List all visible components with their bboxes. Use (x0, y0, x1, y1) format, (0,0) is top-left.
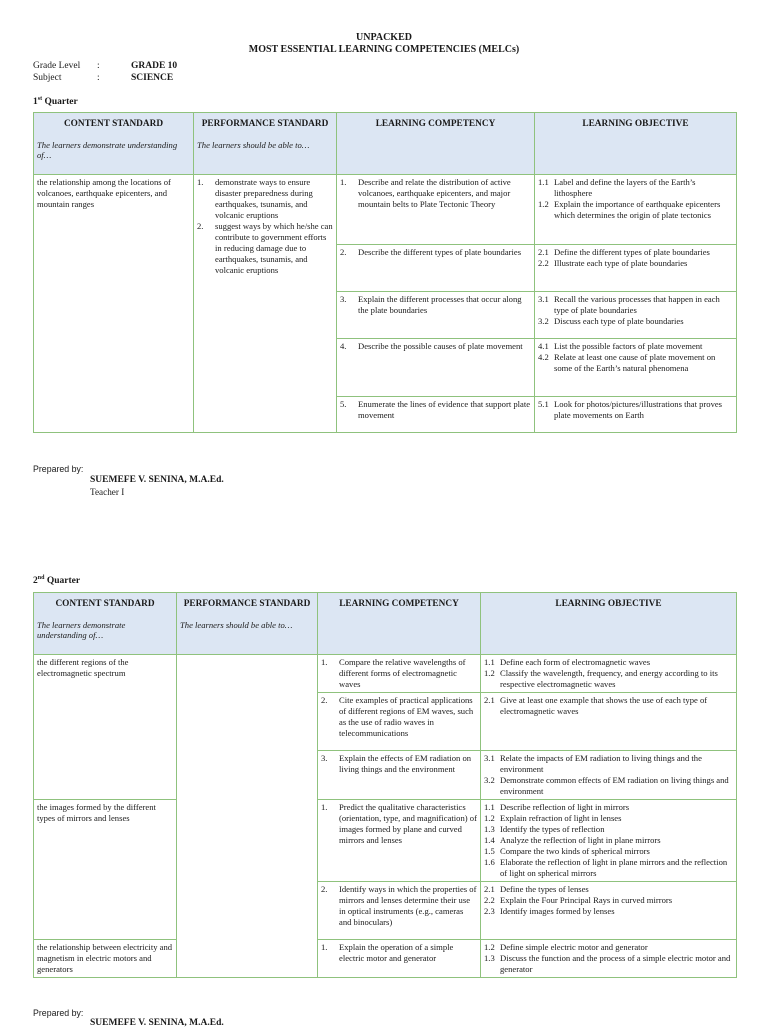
q1-competency-4: 4. Describe the possible causes of plate movement (337, 339, 535, 397)
objective-item: 2.2 Explain the Four Principal Rays in curved mirrors (484, 895, 673, 905)
prepared-by-label: Prepared by: (33, 464, 84, 474)
objective-item: 1.1 Label and define the layers of the Earth’s lithosphere (538, 177, 696, 198)
objective-item: 2.1 Define the different types of plate boundaries (538, 247, 710, 257)
document-title-line1: UNPACKED (356, 32, 412, 43)
q2-objectives-2-2 (481, 882, 737, 940)
objective-item: 1.2 Explain the importance of earthquake epicenters which determines the origin of plate tectonics (538, 199, 721, 220)
q2-content-standard-cell-3: the relationship between electricity and magnetism in electric motors and generators (34, 940, 177, 978)
q2-objectives-1-1 (481, 655, 737, 693)
objective-item: 2.3 Identify images formed by lenses (484, 906, 615, 916)
objective-item: 1.5 Compare the two kinds of spherical mirrors (484, 846, 650, 856)
q1-competency-3: 3. Explain the different processes that occur along the plate boundaries (337, 292, 535, 339)
q1-learning-objective-header: LEARNING OBJECTIVE (535, 113, 737, 175)
objective-item: 1.2 Explain refraction of light in lenses (484, 813, 622, 823)
q2-objectives-2-1 (481, 800, 737, 882)
table-row (34, 175, 737, 245)
preparer-name: SUEMEFE V. SENINA, M.A.Ed. (90, 475, 224, 485)
objective-item: 1.1 Describe reflection of light in mirrors (484, 802, 630, 812)
objective-item: 1.4 Analyze the reflection of light in plane mirrors (484, 835, 661, 845)
q2-content-standard-header: CONTENT STANDARD The learners demonstrate understanding of… (34, 593, 177, 655)
q1-objectives-5 (535, 397, 737, 433)
objective-item: 1.3 Identify the types of reflection (484, 824, 605, 834)
q1-performance-standard-header: PERFORMANCE STANDARD The learners should be able to… (194, 113, 337, 175)
q1-content-standard-header: CONTENT STANDARD The learners demonstrate understanding of… (34, 113, 194, 175)
q1-objectives-4 (535, 339, 737, 397)
q1-objectives-3 (535, 292, 737, 339)
q2-performance-standard-cell-1 (177, 655, 318, 800)
subject-label: Subject (33, 73, 62, 83)
q2-competency-1-2: 2. Cite examples of practical applications of different regions of EM waves, such as the use of radio waves in telecommunications (318, 693, 481, 751)
q2-performance-standard-header: PERFORMANCE STANDARD The learners should be able to… (177, 593, 318, 655)
objective-item: 1.2 Classify the wavelength, frequency, and energy according to its respective electromagnetic waves (484, 668, 718, 689)
objective-item: 2.2 Illustrate each type of plate boundaries (538, 258, 688, 268)
document-title-line2: MOST ESSENTIAL LEARNING COMPETENCIES (MELCs) (248, 44, 520, 55)
table-row (34, 655, 737, 693)
subject-colon: : (97, 73, 100, 83)
q2-competency-2-2: 2. Identify ways in which the properties of mirrors and lenses determine their use in optical instruments (e.g., cameras and binoculars) (318, 882, 481, 940)
q1-header-row (34, 113, 737, 175)
objective-item: 1.1 Define each form of electromagnetic waves (484, 657, 651, 667)
objective-item: 3.1 Recall the various processes that happen in each type of plate boundaries (538, 294, 720, 315)
objective-item: 2.1 Define the types of lenses (484, 884, 589, 894)
list-item: 1. demonstrate ways to ensure disaster preparedness during earthquakes, tsunamis, and volcanic eruptions (197, 177, 313, 220)
q2-content-standard-cell-2: the images formed by the different types of mirrors and lenses (34, 800, 177, 940)
grade-level-label: Grade Level (33, 61, 81, 71)
preparer-role: Teacher I (90, 487, 125, 497)
quarter-2-table (33, 592, 737, 978)
q1-objectives-1 (535, 175, 737, 245)
objective-item: 5.1 Look for photos/pictures/illustrations that proves plate movements on Earth (538, 399, 723, 420)
objective-item: 3.1 Relate the impacts of EM radiation to living things and the environment (484, 753, 702, 774)
subject-value: SCIENCE (131, 73, 174, 83)
q1-competency-1: 1. Describe and relate the distribution of active volcanoes, earthquake epicenters, and major mountain belts to Plate Tectonic Theory (337, 175, 535, 245)
q2-learning-competency-header: LEARNING COMPETENCY (318, 593, 481, 655)
objective-item: 2.1 Give at least one example that shows the use of each type of electromagnetic waves (484, 695, 708, 716)
q2-competency-1-1: 1. Compare the relative wavelengths of different forms of electromagnetic waves (318, 655, 481, 693)
list-item: 2. suggest ways by which he/she can contribute to government efforts in reducing damage due to earthquakes, tsunamis, and volcanic eruptions (197, 221, 333, 275)
q2-competency-1-3: 3. Explain the effects of EM radiation on living things and the environment (318, 751, 481, 800)
q1-competency-5: 5. Enumerate the lines of evidence that support plate movement (337, 397, 535, 433)
q2-competency-2-1: 1. Predict the qualitative characteristics (orientation, type, and magnification) of images formed by plane and curved mirrors and lenses (318, 800, 481, 882)
table-row (34, 940, 737, 978)
prepared-by-label-2: Prepared by: (33, 1008, 84, 1018)
q1-objectives-2 (535, 245, 737, 292)
objective-item: 1.6 Elaborate the reflection of light in plane mirrors and the reflection of light on spherical mirrors (484, 857, 728, 878)
q2-performance-standard-cell-3 (177, 940, 318, 978)
objective-item: 1.2 Define simple electric motor and generator (484, 942, 648, 952)
q2-learning-objective-header: LEARNING OBJECTIVE (481, 593, 737, 655)
q2-header-row (34, 593, 737, 655)
objective-item: 3.2 Demonstrate common effects of EM radiation on living things and environment (484, 775, 729, 796)
objective-item: 4.2 Relate at least one cause of plate movement on some of the Earth’s natural phenomena (538, 352, 716, 373)
q1-performance-standard-cell (194, 175, 337, 433)
q1-competency-2: 2. Describe the different types of plate boundaries (337, 245, 535, 292)
objective-item: 1.3 Discuss the function and the process of a simple electric motor and generator (484, 953, 731, 974)
q2-content-standard-cell-1: the different regions of the electromagnetic spectrum (34, 655, 177, 800)
preparer-name-2: SUEMEFE V. SENINA, M.A.Ed. (90, 1018, 224, 1028)
objective-item: 3.2 Discuss each type of plate boundaries (538, 316, 684, 326)
q2-competency-3-1: 1. Explain the operation of a simple electric motor and generator (318, 940, 481, 978)
grade-level-value: GRADE 10 (131, 61, 178, 71)
quarter-1-table (33, 112, 737, 433)
quarter-2-heading: 2nd Quarter (33, 575, 81, 587)
q1-learning-competency-header: LEARNING COMPETENCY (337, 113, 535, 175)
q2-objectives-1-2 (481, 693, 737, 751)
quarter-1-heading: 1st Quarter (33, 96, 78, 108)
q2-performance-standard-cell-2 (177, 800, 318, 940)
grade-level-colon: : (97, 61, 100, 71)
q2-objectives-1-3 (481, 751, 737, 800)
objective-item: 4.1 List the possible factors of plate movement (538, 341, 703, 351)
table-row (34, 800, 737, 882)
q1-content-standard-cell: the relationship among the locations of volcanoes, earthquake epicenters, and mountain ranges (34, 175, 194, 433)
q2-objectives-3-1 (481, 940, 737, 978)
